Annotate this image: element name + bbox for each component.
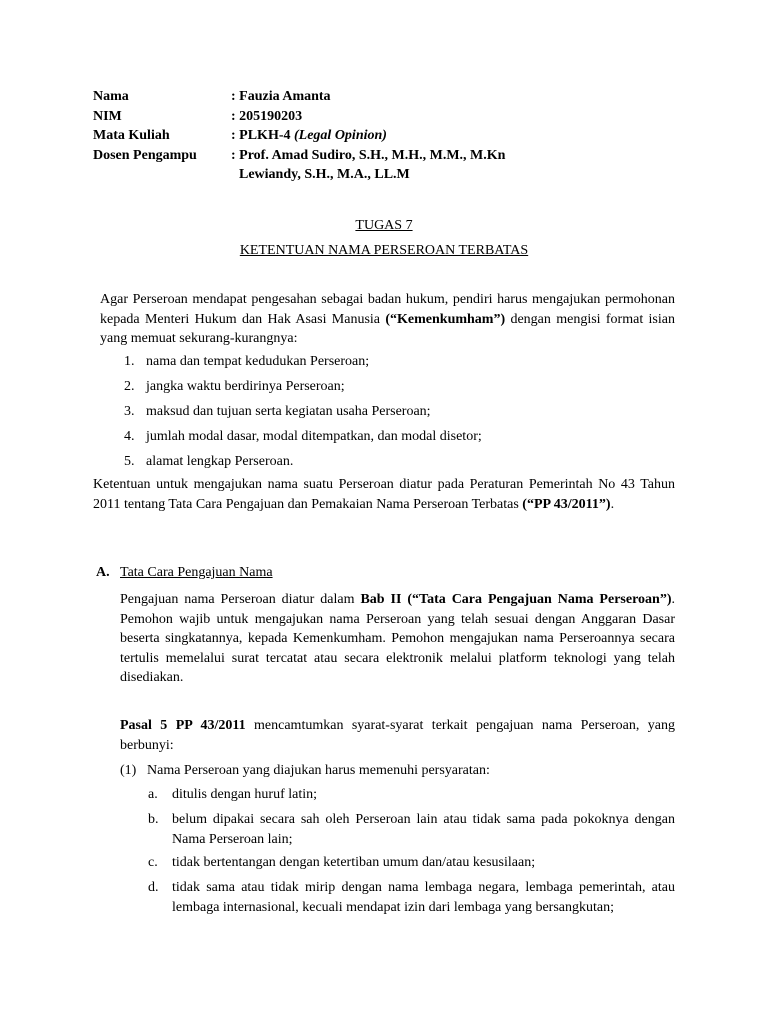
header-label: Dosen Pengampu	[93, 147, 197, 163]
list-text: nama dan tempat kedudukan Perseroan;	[146, 354, 370, 369]
sub-item-letter: a.	[148, 787, 158, 802]
pasal-item-number: (1)	[120, 763, 137, 778]
list-text: jangka waktu berdirinya Perseroan;	[146, 379, 345, 394]
sub-item-text: tidak sama atau tidak mirip dengan nama lembaga negara, lembaga pemerintah, atau lembaga internasional, kecuali mendapat izin dari lembaga yang bersangkutan;	[172, 880, 675, 915]
ketentuan-paragraph	[93, 475, 675, 514]
list-number: 4.	[124, 429, 135, 444]
identity-header	[93, 87, 505, 185]
intro-bold: (“Kemenkumham”)	[385, 311, 506, 327]
sub-item	[148, 853, 675, 873]
header-value-main: : PLKH-4	[231, 128, 294, 143]
header-value: : Prof. Amad Sudiro, S.H., M.H., M.M., M.Kn	[231, 147, 506, 163]
header-row-nama	[93, 87, 505, 107]
header-value-italic: (Legal Opinion)	[294, 128, 387, 143]
header-row-mata-kuliah	[93, 126, 505, 146]
header-row-nim	[93, 107, 505, 127]
sub-item-letter: b.	[148, 812, 159, 827]
pasal-bold: Pasal 5 PP 43/2011	[120, 718, 246, 733]
section-title: Tata Cara Pengajuan Nama	[120, 565, 273, 580]
intro-paragraph	[100, 290, 675, 349]
header-label: Mata Kuliah	[93, 128, 170, 143]
pasal-paragraph	[120, 716, 675, 755]
list-text: jumlah modal dasar, modal ditempatkan, dan modal disetor;	[146, 429, 482, 444]
sub-item	[148, 810, 675, 849]
header-value: : Fauzia Amanta	[231, 89, 331, 104]
sub-item-text: tidak bertentangan dengan ketertiban umum dan/atau kesusilaan;	[172, 855, 536, 870]
header-dosen-continuation: Lewiandy, S.H., M.A., LL.M	[239, 167, 410, 182]
header-value: : 205190203	[231, 108, 303, 124]
header-value	[231, 126, 387, 146]
sub-item-letter: c.	[148, 855, 158, 870]
sub-item	[148, 878, 675, 917]
list-number: 2.	[124, 379, 135, 394]
document-title: TUGAS 7	[355, 218, 413, 233]
ketentuan-text-after: .	[610, 496, 615, 512]
intro-text-after: dengan mengisi format isian yang memuat sekurang-kurangnya:	[100, 311, 675, 346]
section-letter: A.	[96, 565, 110, 580]
intro-text: Agar Perseroan mendapat pengesahan sebagai badan hukum, pendiri harus mengajukan permohonan kepada Menteri Hukum dan Hak Asasi Manusia	[100, 292, 675, 327]
list-number: 5.	[124, 454, 135, 469]
header-label: Nama	[93, 89, 129, 104]
section-a-bold: Bab II (“Tata Cara Pengajuan Nama Perseroan”)	[360, 592, 672, 607]
document-subtitle: KETENTUAN NAMA PERSEROAN TERBATAS	[239, 243, 529, 258]
list-number: 3.	[124, 404, 135, 419]
header-label: NIM	[93, 108, 122, 124]
section-a-text: Pengajuan nama Perseroan diatur dalam	[120, 592, 361, 607]
pasal-text: mencamtumkan syarat-syarat terkait pengajuan nama Perseroan, yang berbunyi:	[120, 718, 676, 753]
sub-item-text: ditulis dengan huruf latin;	[172, 787, 318, 802]
list-number: 1.	[124, 354, 135, 369]
section-a-text-after: . Pemohon wajib untuk mengajukan nama Perseroan yang telah sesuai dengan Anggaran Dasar beserta singkatannya, kepada Kemenkumham. Pemohon mengajukan nama Perseroannya secara tertulis memelalui surat tercatat atau secara elektronik melalui platform teknologi yang telah disediakan.	[120, 592, 675, 685]
ketentuan-text: Ketentuan untuk mengajukan nama suatu Perseroan diatur pada Peraturan Pemerintah No 43 Tahun 2011 tentang Tata Cara Pengajuan dan Pemakaian Nama Perseroan Terbatas	[93, 477, 675, 512]
header-row-dosen	[93, 146, 505, 166]
sub-item	[148, 785, 675, 805]
list-text: alamat lengkap Perseroan.	[146, 454, 294, 469]
sub-item-text: belum dipakai secara sah oleh Perseroan lain atau tidak sama pada pokoknya dengan Nama Perseroan lain;	[172, 812, 675, 847]
ketentuan-bold: (“PP 43/2011”)	[522, 496, 611, 512]
pasal-item-text: Nama Perseroan yang diajukan harus memenuhi persyaratan:	[147, 763, 490, 778]
sub-item-letter: d.	[148, 880, 159, 895]
list-text: maksud dan tujuan serta kegiatan usaha Perseroan;	[146, 404, 431, 419]
section-a-paragraph	[120, 590, 675, 688]
